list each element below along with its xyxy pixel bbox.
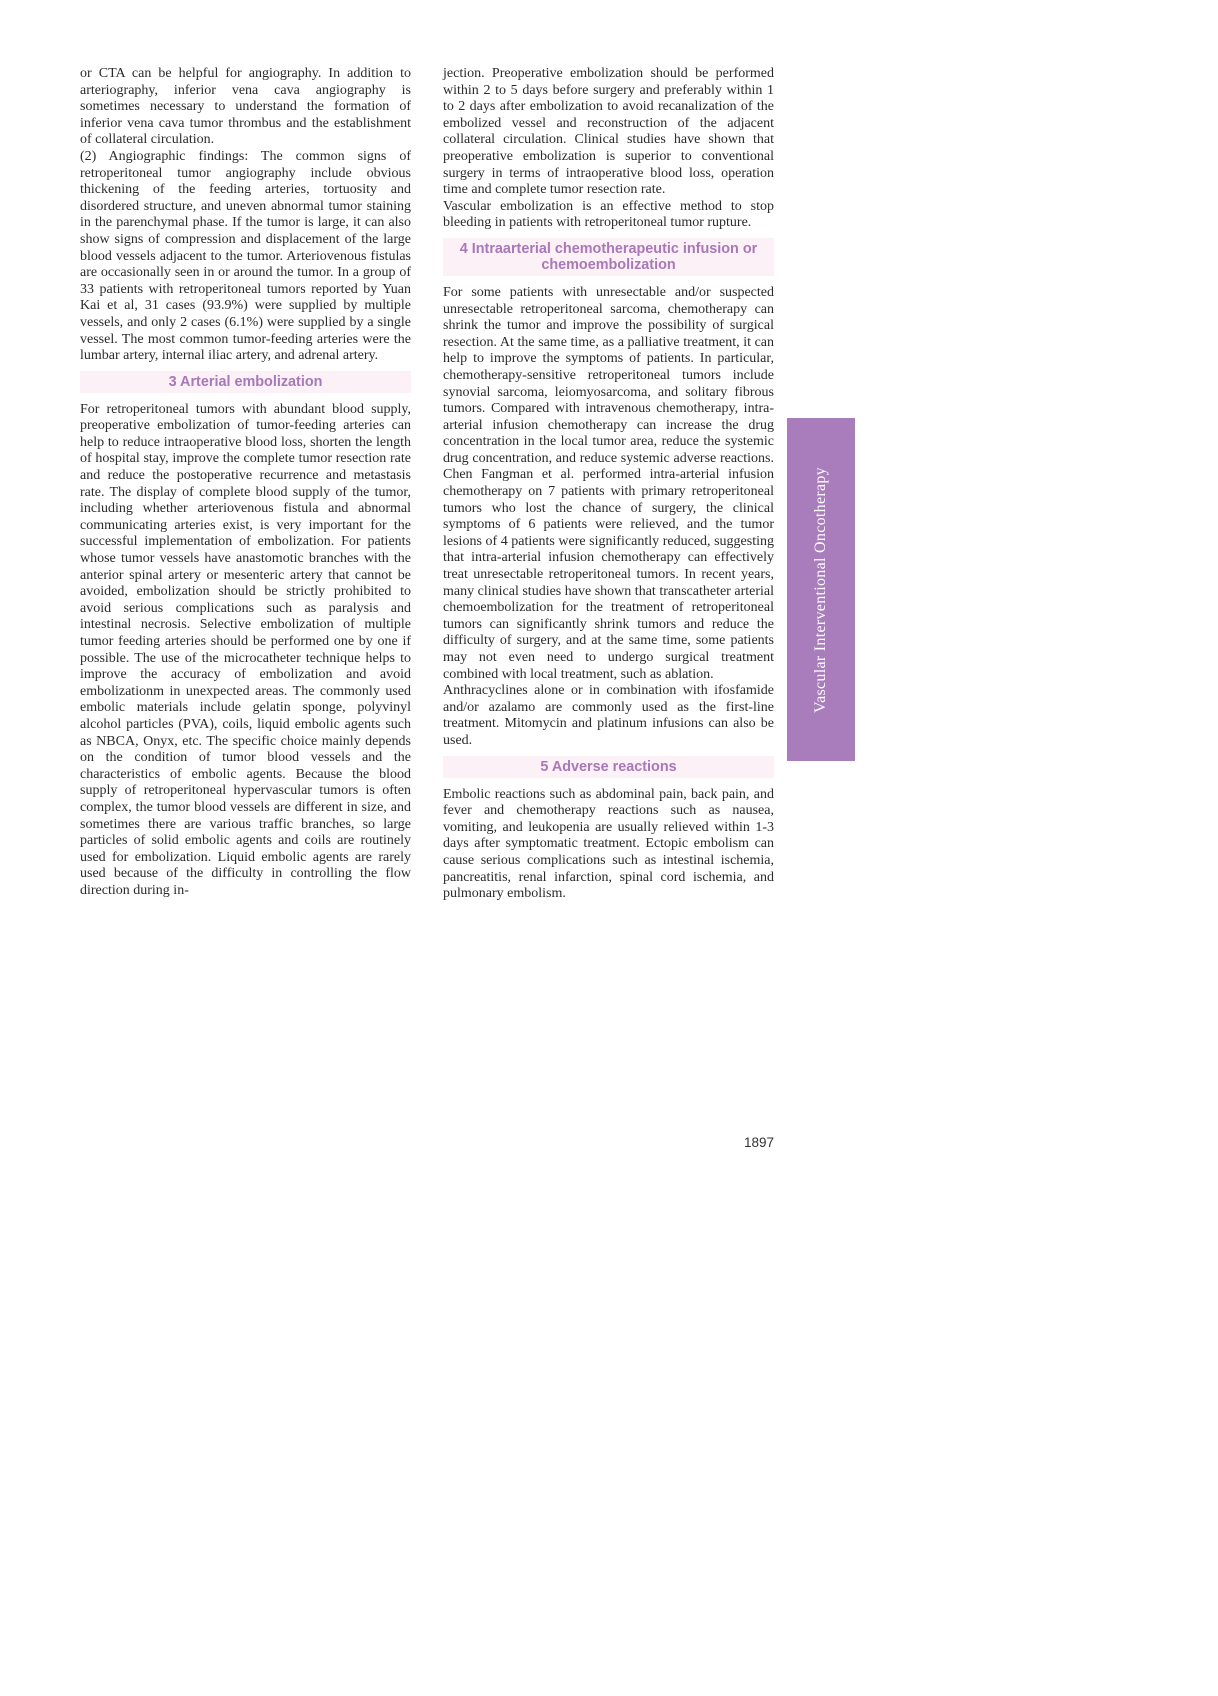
paragraph: jection. Preoperative embolization should be performed within 2 to 5 days before surgery and preferably within 1 to 2 days after embolization to avoid recanalization of the embolized vessel and reconstruction of the adjacent collateral circulation. Clinical studies have shown that preoperative embolization is superior to conventional surgery in terms of intraoperative blood loss, operation time and complete tumor resection rate. xyxy=(443,66,774,198)
left-column xyxy=(80,66,411,900)
section-heading-adverse-reactions: 5 Adverse reactions xyxy=(443,756,774,778)
right-column xyxy=(443,66,774,903)
section-heading-arterial-embolization: 3 Arterial embolization xyxy=(80,371,411,393)
paragraph: Vascular embolization is an effective method to stop bleeding in patients with retroperitoneal tumor rupture. xyxy=(443,198,774,231)
paragraph: (2) Angiographic findings: The common signs of retroperitoneal tumor angiography include obvious thickening of the feeding arteries, tortuosity and disordered structure, and uneven abnormal tumor staining in the parenchymal phase. If the tumor is large, it can also show signs of compression and displacement of the large blood vessels adjacent to the tumor. Arteriovenous fistulas are occasionally seen in or around the tumor. In a group of 33 patients with retroperitoneal tumors reported by Yuan Kai et al, 31 cases (93.9%) were supplied by multiple vessels, and only 2 cases (6.1%) were supplied by a single vessel. The most common tumor-feeding arteries were the lumbar artery, internal iliac artery, and adrenal artery. xyxy=(80,148,411,364)
section-heading-chemoembolization: 4 Intraarterial chemotherapeutic infusion or chemoembolization xyxy=(443,238,774,276)
chapter-side-tab-label: Vascular Interventional Oncotherapy xyxy=(812,466,829,713)
paragraph: Anthracyclines alone or in combination with ifosfamide and/or azalamo are commonly used as the first-line treatment. Mitomycin and platinum infusions can also be used. xyxy=(443,683,774,748)
chapter-side-tab xyxy=(787,418,855,761)
paragraph: For some patients with unresectable and/or suspected unresectable retroperitoneal sarcoma, chemotherapy can shrink the tumor and improve the possibility of surgical resection. At the same time, as a palliative treatment, it can help to improve the symptoms of patients. In particular, chemotherapy-sensitive retroperitoneal tumors include synovial sarcoma, leiomyosarcoma, and solitary fibrous tumors. Compared with intravenous chemotherapy, intra-arterial infusion chemotherapy can increase the drug concentration in the local tumor area, reduce the systemic drug concentration, and reduce systemic adverse reactions. Chen Fangman et al. performed intra-arterial infusion chemotherapy on 7 patients with primary retroperitoneal tumors who lost the chance of surgery, the clinical symptoms of 6 patients were relieved, and the tumor lesions of 4 patients were significantly reduced, suggesting that intra-arterial infusion chemotherapy can effectively treat unresectable retroperitoneal tumors. In recent years, many clinical studies have shown that transcatheter arterial chemoembolization for the treatment of retroperitoneal tumors can significantly shrink tumors and reduce the difficulty of surgery, and at the same time, some patients may not even need to undergo surgical treatment combined with local treatment, such as ablation. xyxy=(443,284,774,682)
paragraph: For retroperitoneal tumors with abundant blood supply, preoperative embolization of tumor-feeding arteries can help to reduce intraoperative blood loss, shorten the length of hospital stay, improve the complete tumor resection rate and reduce the postoperative recurrence and metastasis rate. The display of complete blood supply of the tumor, including whether arteriovenous fistula and abnormal communicating arteries exist, is very important for the successful implementation of embolization. For patients whose tumor vessels have anastomotic branches with the anterior spinal artery or mesenteric artery that cannot be avoided, embolization should be strictly prohibited to avoid serious complications such as paralysis and intestinal necrosis. Selective embolization of multiple tumor feeding arteries should be performed one by one if possible. The use of the microcatheter technique helps to improve the accuracy of embolization and avoid embolizationm in unexpected areas. The commonly used embolic materials include gelatin sponge, polyvinyl alcohol particles (PVA), coils, liquid embolic agents such as NBCA, Onyx, etc. The specific choice mainly depends on the condition of tumor blood vessels and the characteristics of embolic agents. Because the blood supply of retroperitoneal hypervascular tumors is often complex, the tumor blood vessels are different in size, and sometimes there are various traffic branches, so large particles of solid embolic agents and coils are routinely used for embolization. Liquid embolic agents are rarely used because of the difficulty in controlling the flow direction during in- xyxy=(80,401,411,898)
paragraph: Embolic reactions such as abdominal pain, back pain, and fever and chemotherapy reactions such as nausea, vomiting, and leukopenia are usually relieved within 1-3 days after symptomatic treatment. Ectopic embolism can cause serious complications such as intestinal ischemia, pancreatitis, renal infarction, spinal cord ischemia, and pulmonary embolism. xyxy=(443,786,774,902)
paragraph: or CTA can be helpful for angiography. In addition to arteriography, inferior vena cava angiography is sometimes necessary to understand the formation of inferior vena cava tumor thrombus and the establishment of collateral circulation. xyxy=(80,66,411,148)
page-number: 1897 xyxy=(743,1135,774,1150)
